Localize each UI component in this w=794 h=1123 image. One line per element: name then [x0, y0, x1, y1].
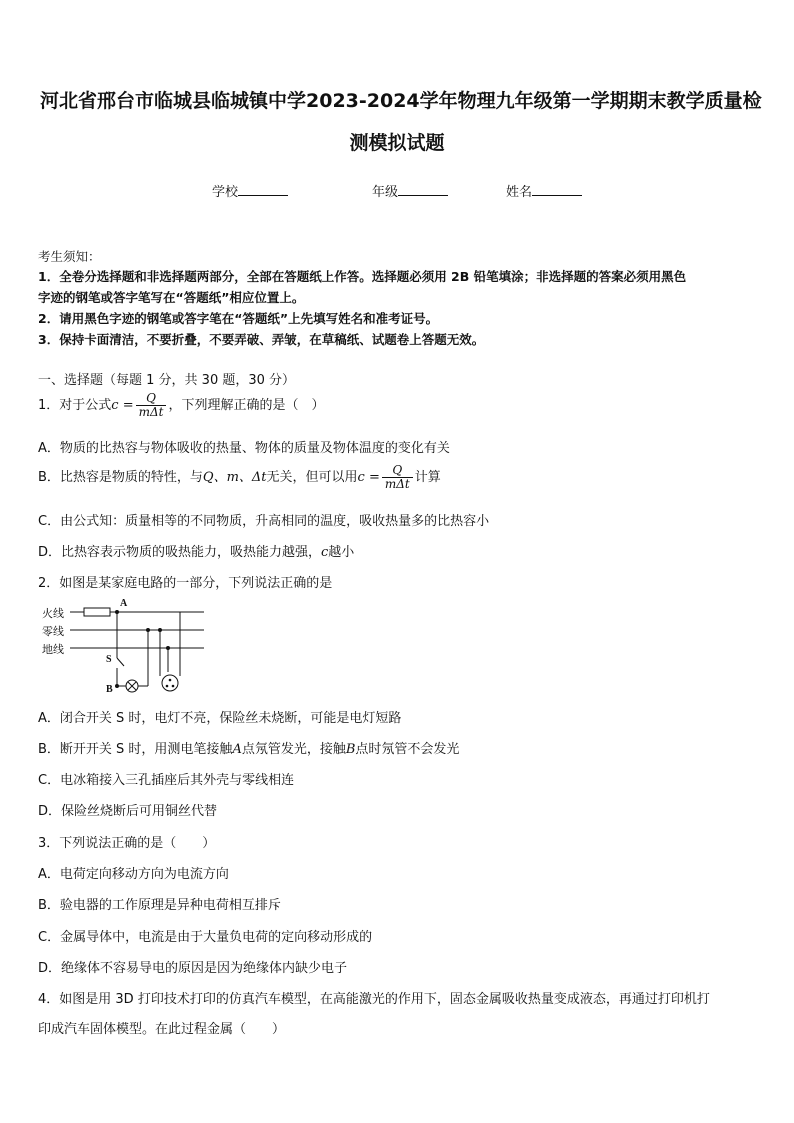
notice-item-2: 2．请用黑色字迹的钢笔或答字笔在“答题纸”上先填写姓名和准考证号。	[38, 311, 439, 326]
q1-b-mid: 无关，但可以用	[266, 470, 358, 485]
name-blank	[532, 183, 582, 196]
school-field	[212, 181, 288, 200]
school-blank	[238, 183, 288, 196]
q1-option-b	[38, 464, 441, 491]
q2-option-c: C．电冰箱接入三孔插座后其外壳与零线相连	[38, 773, 295, 788]
q1-option-c: C．由公式知：质量相等的不同物质，升高相同的温度，吸收热量多的比热容小	[38, 514, 490, 529]
q1-b-fraction	[382, 464, 413, 491]
q1-stem-post: ，下列理解正确的是（ ）	[168, 398, 325, 413]
q1-b-vars: Q、m、Δt	[202, 470, 267, 485]
q2-b-var-a: A	[232, 742, 242, 757]
q3-option-c: C．金属导体中，电流是由于大量负电荷的定向移动形成的	[38, 930, 373, 945]
point-a-label: A	[120, 598, 128, 609]
notice-item-3: 3．保持卡面清洁，不要折叠，不要弄破、弄皱，在草稿纸、试题卷上答题无效。	[38, 332, 485, 347]
q2-option-a: A．闭合开关 S 时，电灯不亮，保险丝未烧断，可能是电灯短路	[38, 711, 402, 726]
q2-b-post: 点时氖管不会发光	[355, 742, 460, 757]
q2-b-mid: 点氖管发光，接触	[241, 742, 346, 757]
section-heading: 一、选择题（每题 1 分，共 30 题，30 分）	[38, 373, 296, 388]
q2-stem: 2．如图是某家庭电路的一部分，下列说法正确的是	[38, 576, 333, 591]
q1-d-var: c	[321, 545, 329, 560]
grade-field	[372, 181, 448, 200]
notice-item-1b: 字迹的钢笔或答字笔写在“答题纸”相应位置上。	[38, 290, 305, 305]
switch-s-label: S	[106, 654, 112, 665]
q1-d-pre: D．比热容表示物质的吸热能力，吸热能力越强，	[38, 545, 322, 560]
q2-option-b	[38, 738, 459, 757]
q1-option-a: A．物质的比热容与物体吸收的热量、物体的质量及物体温度的变化有关	[38, 441, 450, 456]
q1-b-post: 计算	[414, 470, 441, 485]
q2-option-d: D．保险丝烧断后可用铜丝代替	[38, 804, 218, 819]
fraction-numerator: Q	[392, 463, 403, 477]
q1-b-lhs: c =	[357, 470, 380, 485]
ground-wire-label: 地线	[42, 644, 64, 656]
household-circuit-diagram	[40, 596, 220, 696]
three-hole-socket-icon	[162, 675, 178, 691]
q4-stem-line1: 4．如图是用 3D 打印技术打印的仿真汽车模型，在高能激光的作用下，固态金属吸收热量变成液态，再通过打印机打	[38, 992, 710, 1007]
q1-stem-pre: 1．对于公式	[38, 398, 112, 413]
q3-option-d: D．绝缘体不容易导电的原因是因为绝缘体内缺少电子	[38, 961, 348, 976]
grade-blank	[398, 183, 448, 196]
q1-formula-lhs: c =	[111, 398, 134, 413]
fraction-denominator: mΔt	[136, 405, 167, 419]
exam-title-line1: 河北省邢台市临城县临城镇中学2023-2024学年物理九年级第一学期期末教学质量检	[40, 90, 762, 112]
q1-formula-fraction	[136, 392, 167, 419]
q1-d-post: 越小	[328, 545, 355, 560]
name-field	[506, 181, 582, 200]
exam-title-line2: 测模拟试题	[349, 132, 445, 154]
notice-heading: 考生须知：	[38, 249, 101, 264]
q4-stem-line2: 印成汽车固体模型。在此过程金属（ ）	[38, 1022, 286, 1037]
point-b-label: B	[106, 684, 113, 695]
school-label: 学校	[212, 185, 239, 200]
q1-stem	[38, 392, 324, 419]
q3-option-b: B．验电器的工作原理是异种电荷相互排斥	[38, 898, 281, 913]
q3-stem: 3．下列说法正确的是（ ）	[38, 836, 216, 851]
live-wire-label: 火线	[42, 608, 64, 620]
grade-label: 年级	[372, 185, 399, 200]
fraction-numerator: Q	[146, 391, 156, 405]
neutral-wire-label: 零线	[42, 626, 64, 638]
notice-item-1a: 1．全卷分选择题和非选择题两部分，全部在答题纸上作答。选择题必须用 2B 铅笔填涂；非选择题的答案必须用黑色	[38, 269, 687, 284]
q1-b-pre: B．比热容是物质的特性，与	[38, 470, 203, 485]
q2-b-var-b: B	[345, 742, 356, 757]
switch-s-icon	[117, 658, 124, 666]
name-label: 姓名	[506, 185, 533, 200]
q3-option-a: A．电荷定向移动方向为电流方向	[38, 867, 229, 882]
q1-option-d	[38, 541, 354, 560]
fuse-icon	[84, 608, 110, 616]
q2-b-pre: B．断开开关 S 时，用测电笔接触	[38, 742, 233, 757]
fraction-denominator: mΔt	[382, 477, 413, 491]
